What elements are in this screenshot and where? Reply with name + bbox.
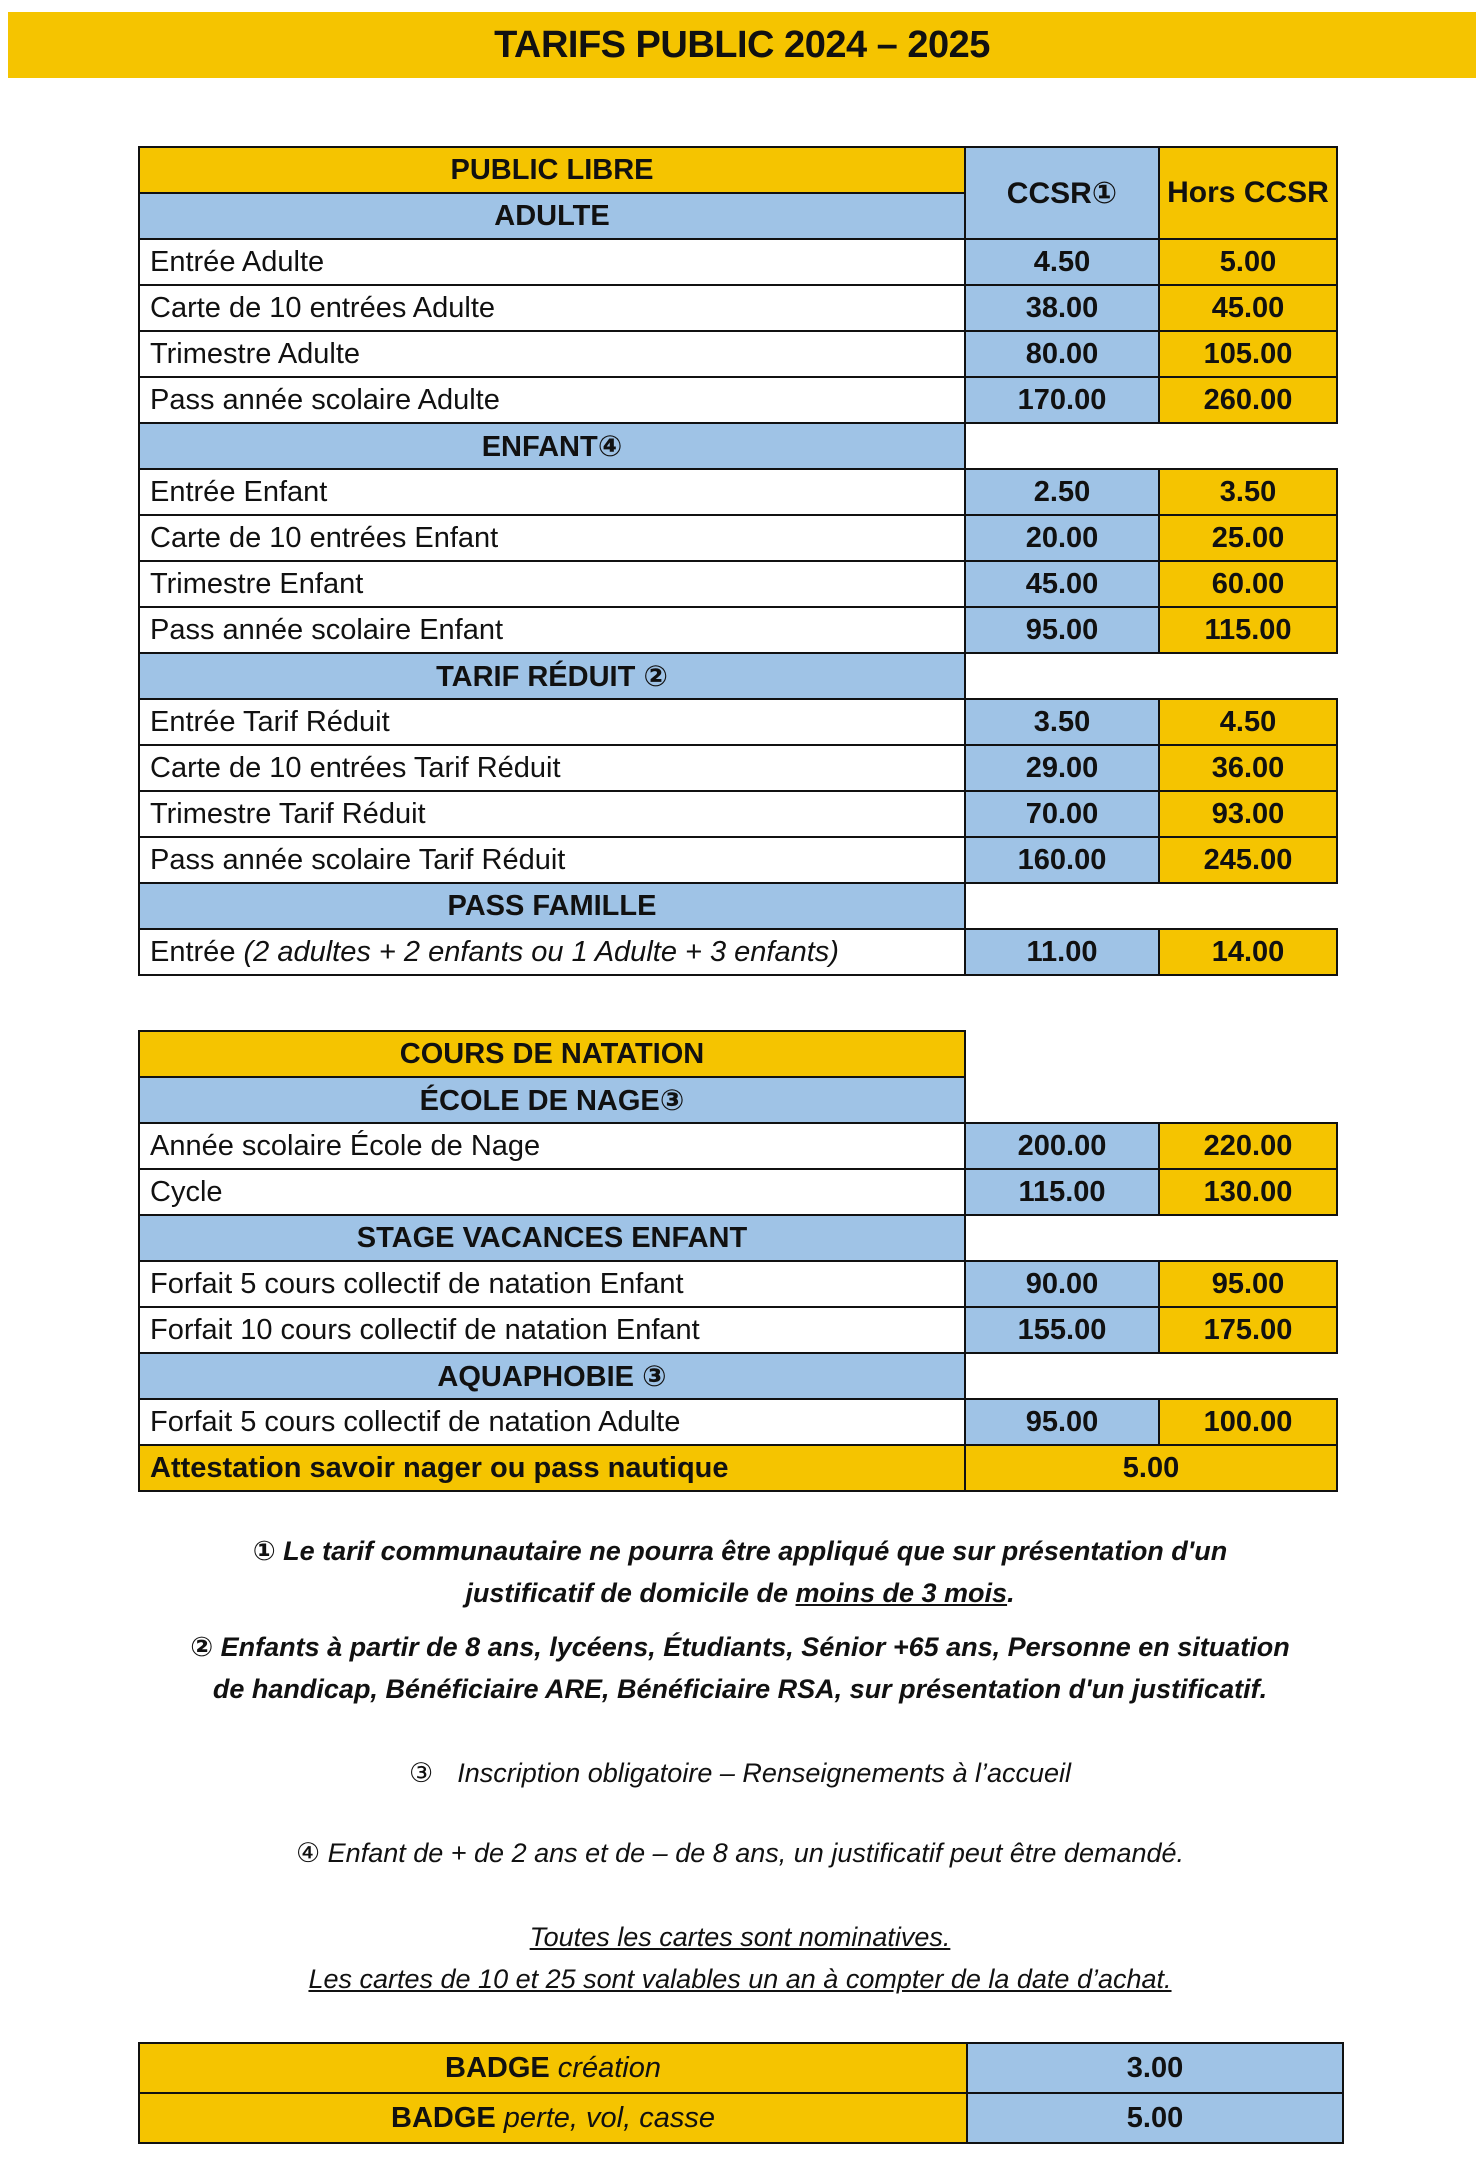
table-row xyxy=(139,929,1337,975)
empty-cell xyxy=(965,1353,1337,1399)
badge-label-main: BADGE xyxy=(445,2051,550,2084)
table-row xyxy=(139,1123,1337,1169)
footnote-2 xyxy=(140,1626,1340,1710)
footnote-1 xyxy=(140,1530,1340,1614)
price-ccsr: 2.50 xyxy=(965,469,1159,515)
cours-natation-table xyxy=(138,1030,1338,1492)
price-ccsr: 160.00 xyxy=(965,837,1159,883)
empty-cell xyxy=(965,1077,1337,1123)
table-row xyxy=(139,837,1337,883)
price-ccsr: 29.00 xyxy=(965,745,1159,791)
table-row xyxy=(139,791,1337,837)
row-label-detail: (2 adultes + 2 enfants ou 1 Adulte + 3 enfants) xyxy=(243,935,839,968)
table-row xyxy=(139,1399,1337,1445)
footnote-2-line-2: de handicap, Bénéficiaire ARE, Bénéficiaire RSA, sur présentation d'un justificatif. xyxy=(212,1674,1268,1704)
row-label-main: Entrée xyxy=(150,935,236,968)
empty-cell xyxy=(965,883,1337,929)
footnote-3-text: Inscription obligatoire – Renseignements à l’accueil xyxy=(457,1758,1072,1788)
price-hors-ccsr: 4.50 xyxy=(1159,699,1337,745)
price-ccsr: 45.00 xyxy=(965,561,1159,607)
price-hors-ccsr: 60.00 xyxy=(1159,561,1337,607)
section-heading-tarif-reduit: TARIF RÉDUIT ② xyxy=(139,653,965,699)
price-ccsr: 3.50 xyxy=(965,699,1159,745)
price-ccsr: 38.00 xyxy=(965,285,1159,331)
price-hors-ccsr: 36.00 xyxy=(1159,745,1337,791)
price-hors-ccsr: 100.00 xyxy=(1159,1399,1337,1445)
row-label: Forfait 5 cours collectif de natation Adulte xyxy=(139,1399,965,1445)
row-label: Pass année scolaire Tarif Réduit xyxy=(139,837,965,883)
cards-notice-2: Les cartes de 10 et 25 sont valables un an à compter de la date d’achat. xyxy=(308,1964,1172,1994)
price-hors-ccsr: 220.00 xyxy=(1159,1123,1337,1169)
page-title: TARIFS PUBLIC 2024 – 2025 xyxy=(494,23,990,66)
price-ccsr: 200.00 xyxy=(965,1123,1159,1169)
price-ccsr: 95.00 xyxy=(965,1399,1159,1445)
table-row xyxy=(139,607,1337,653)
table-row xyxy=(139,699,1337,745)
price-hors-ccsr: 175.00 xyxy=(1159,1307,1337,1353)
title-banner xyxy=(8,12,1476,78)
badge-label-detail: création xyxy=(549,2051,661,2084)
price-hors-ccsr: 115.00 xyxy=(1159,607,1337,653)
price-ccsr: 170.00 xyxy=(965,377,1159,423)
row-label: Pass année scolaire Enfant xyxy=(139,607,965,653)
section-heading-enfant: ENFANT④ xyxy=(139,423,965,469)
price-hors-ccsr: 245.00 xyxy=(1159,837,1337,883)
row-label: Entrée Enfant xyxy=(139,469,965,515)
table-row xyxy=(139,1169,1337,1215)
price-ccsr: 90.00 xyxy=(965,1261,1159,1307)
footnote-1-line-2 xyxy=(140,1572,1340,1614)
price-hors-ccsr: 105.00 xyxy=(1159,331,1337,377)
table-row xyxy=(139,561,1337,607)
column-header-ccsr: CCSR① xyxy=(965,147,1159,239)
badge-price: 5.00 xyxy=(967,2093,1343,2143)
price-hors-ccsr: 130.00 xyxy=(1159,1169,1337,1215)
badge-label xyxy=(139,2093,967,2143)
row-label: Carte de 10 entrées Enfant xyxy=(139,515,965,561)
table-row xyxy=(139,239,1337,285)
public-libre-table xyxy=(138,146,1338,976)
empty-cell xyxy=(965,1215,1337,1261)
row-label xyxy=(139,929,965,975)
row-label: Carte de 10 entrées Adulte xyxy=(139,285,965,331)
table-row xyxy=(139,2093,1343,2143)
table-row xyxy=(139,285,1337,331)
attestation-price: 5.00 xyxy=(965,1445,1337,1491)
badge-table xyxy=(138,2042,1344,2144)
cards-notice-1: Toutes les cartes sont nominatives. xyxy=(529,1922,951,1952)
badge-label-detail: perte, vol, casse xyxy=(495,2101,715,2134)
table-row xyxy=(139,331,1337,377)
price-ccsr: 4.50 xyxy=(965,239,1159,285)
row-label: Forfait 5 cours collectif de natation Enfant xyxy=(139,1261,965,1307)
table-row xyxy=(139,1445,1337,1491)
table-row xyxy=(139,377,1337,423)
cards-notice xyxy=(140,1916,1340,2000)
price-hors-ccsr: 45.00 xyxy=(1159,285,1337,331)
footnote-1-text: justificatif de domicile de xyxy=(465,1578,796,1608)
row-label: Forfait 10 cours collectif de natation Enfant xyxy=(139,1307,965,1353)
section-heading-adulte: ADULTE xyxy=(139,193,965,239)
public-libre-heading: PUBLIC LIBRE xyxy=(139,147,965,193)
row-label: Trimestre Enfant xyxy=(139,561,965,607)
section-heading-pass-famille: PASS FAMILLE xyxy=(139,883,965,929)
price-ccsr: 70.00 xyxy=(965,791,1159,837)
cours-natation-heading: COURS DE NATATION xyxy=(139,1031,965,1077)
attestation-label: Attestation savoir nager ou pass nautique xyxy=(139,1445,965,1491)
row-label: Entrée Adulte xyxy=(139,239,965,285)
row-label: Trimestre Tarif Réduit xyxy=(139,791,965,837)
price-ccsr: 95.00 xyxy=(965,607,1159,653)
column-header-hors-ccsr: Hors CCSR xyxy=(1159,147,1337,239)
footnote-1-end: . xyxy=(1007,1578,1015,1608)
section-heading-stage-vacances: STAGE VACANCES ENFANT xyxy=(139,1215,965,1261)
badge-label xyxy=(139,2043,967,2093)
footnote-2-line-1: ② Enfants à partir de 8 ans, lycéens, Étudiants, Sénior +65 ans, Personne en situation xyxy=(190,1632,1290,1662)
empty-cell xyxy=(965,1031,1337,1077)
price-hors-ccsr: 93.00 xyxy=(1159,791,1337,837)
price-ccsr: 11.00 xyxy=(965,929,1159,975)
row-label: Entrée Tarif Réduit xyxy=(139,699,965,745)
empty-cell xyxy=(965,423,1337,469)
badge-label-main: BADGE xyxy=(391,2101,496,2134)
table-row xyxy=(139,1261,1337,1307)
price-ccsr: 80.00 xyxy=(965,331,1159,377)
table-row xyxy=(139,515,1337,561)
table-row xyxy=(139,2043,1343,2093)
footnote-3 xyxy=(140,1752,1340,1794)
footnote-1-emphasis: moins de 3 mois xyxy=(795,1578,1008,1608)
table-row xyxy=(139,469,1337,515)
row-label: Trimestre Adulte xyxy=(139,331,965,377)
section-heading-ecole-de-nage: ÉCOLE DE NAGE③ xyxy=(139,1077,965,1123)
price-hors-ccsr: 25.00 xyxy=(1159,515,1337,561)
row-label: Pass année scolaire Adulte xyxy=(139,377,965,423)
price-hors-ccsr: 5.00 xyxy=(1159,239,1337,285)
price-hors-ccsr: 95.00 xyxy=(1159,1261,1337,1307)
footnote-4 xyxy=(140,1832,1340,1874)
footnote-4-text: ④ Enfant de + de 2 ans et de – de 8 ans, un justificatif peut être demandé. xyxy=(295,1838,1185,1868)
row-label: Cycle xyxy=(139,1169,965,1215)
empty-cell xyxy=(965,653,1337,699)
badge-price: 3.00 xyxy=(967,2043,1343,2093)
table-row xyxy=(139,1307,1337,1353)
row-label: Carte de 10 entrées Tarif Réduit xyxy=(139,745,965,791)
table-row xyxy=(139,745,1337,791)
footnote-3-marker: ③ xyxy=(408,1758,434,1788)
price-ccsr: 115.00 xyxy=(965,1169,1159,1215)
footnote-1-line-1: ① Le tarif communautaire ne pourra être appliqué que sur présentation d'un xyxy=(252,1536,1228,1566)
price-ccsr: 20.00 xyxy=(965,515,1159,561)
price-hors-ccsr: 260.00 xyxy=(1159,377,1337,423)
row-label: Année scolaire École de Nage xyxy=(139,1123,965,1169)
price-hors-ccsr: 14.00 xyxy=(1159,929,1337,975)
price-hors-ccsr: 3.50 xyxy=(1159,469,1337,515)
section-heading-aquaphobie: AQUAPHOBIE ③ xyxy=(139,1353,965,1399)
price-ccsr: 155.00 xyxy=(965,1307,1159,1353)
